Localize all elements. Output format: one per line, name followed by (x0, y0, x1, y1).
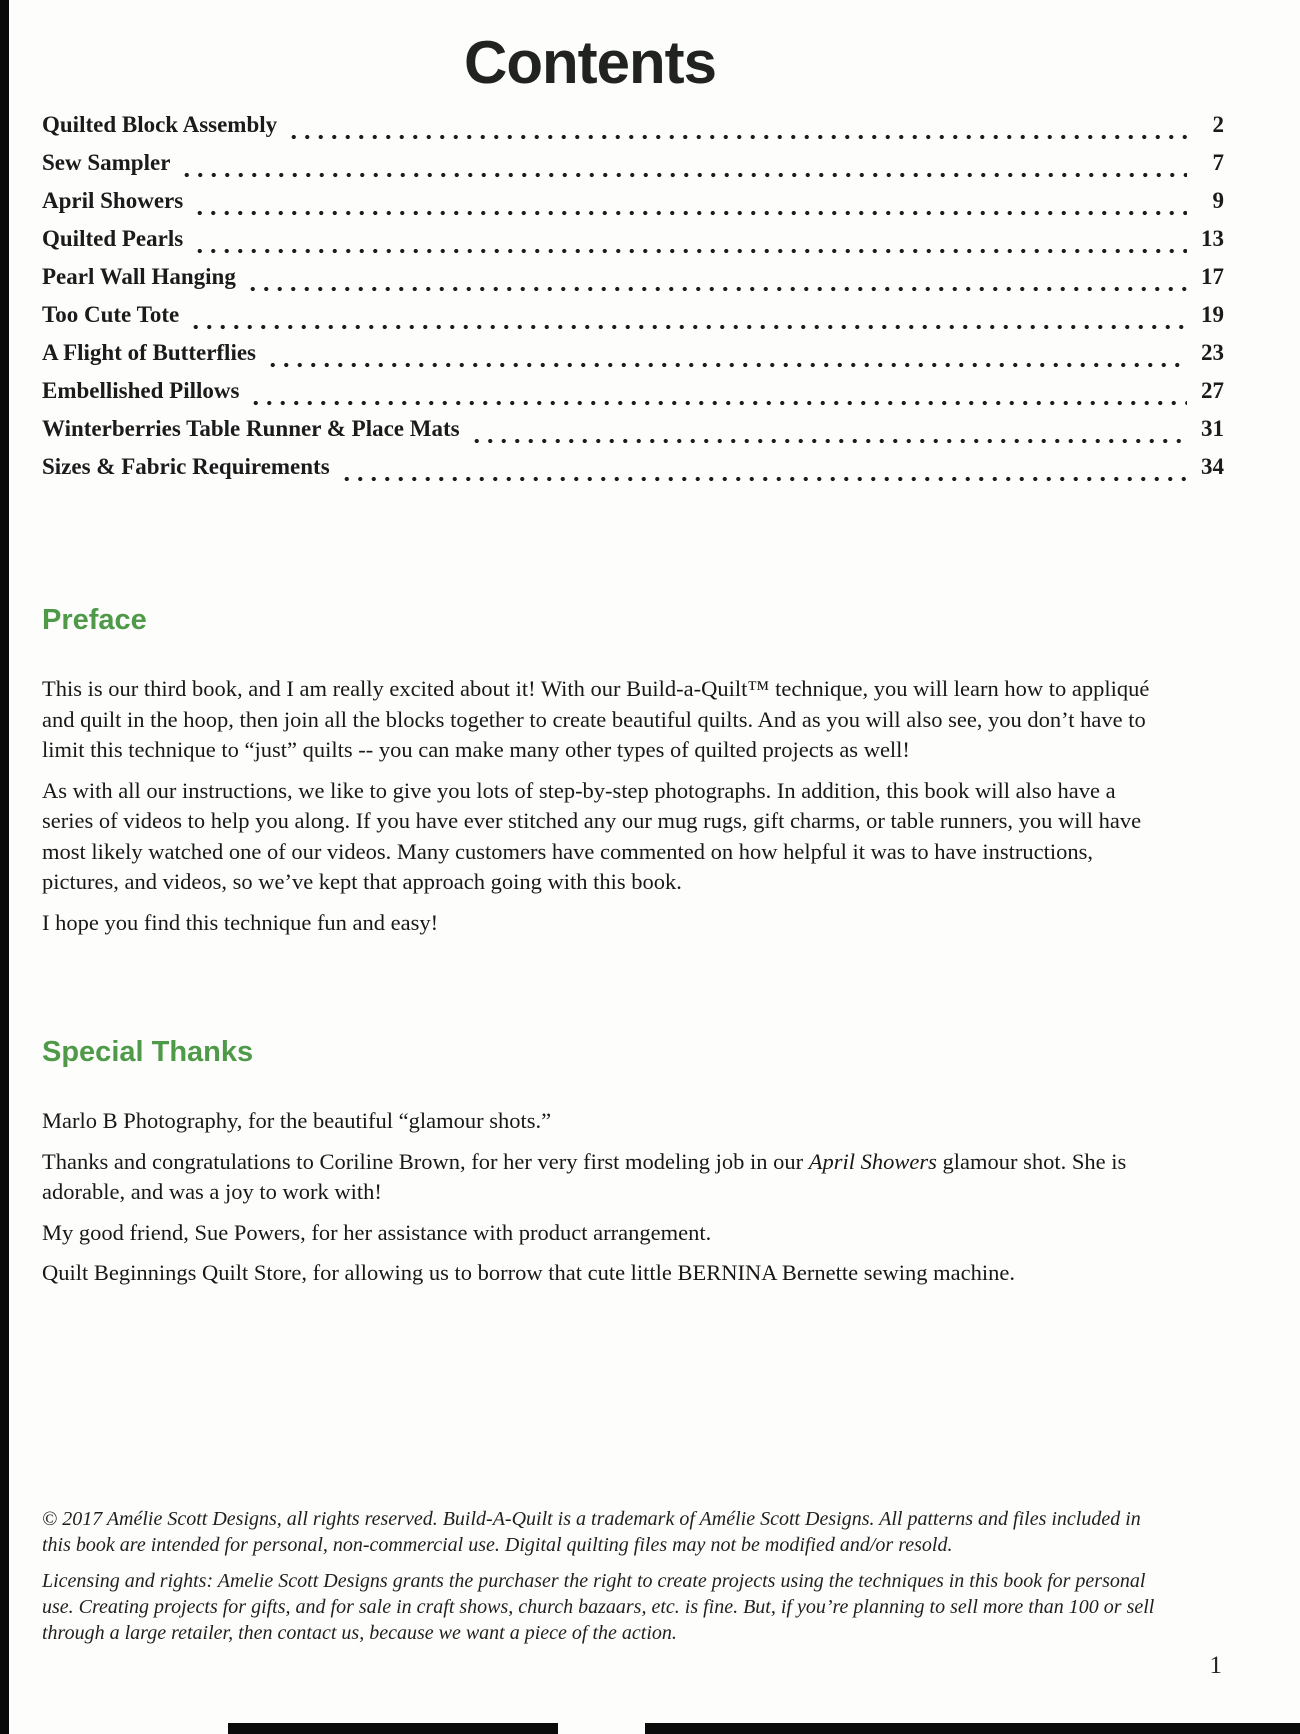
toc-entry-label: Sew Sampler (42, 150, 171, 175)
thanks-text: Thanks and congratulations to Coriline Brown, for her very first modeling job in our (42, 1148, 809, 1174)
scan-edge-left (0, 0, 9, 1734)
toc-entry (42, 340, 1224, 378)
thanks-text: glamour shot. She is adorable, and was a joy to work with! (42, 1148, 1127, 1204)
copyright-paragraph: © 2017 Amélie Scott Designs, all rights reserved. Build-A-Quilt is a trademark of Amélie Scott Designs. All patterns and files included in this book are intended for personal, non-commercial use. Digital quilting files may not be modified and/or resold. (42, 1508, 1141, 1556)
toc-entry-page: 27 (1201, 378, 1224, 403)
toc-entry-label: Pearl Wall Hanging (42, 264, 236, 289)
toc-entry-page: 9 (1212, 188, 1224, 213)
toc-entry (42, 378, 1224, 416)
toc-entry-label: Embellished Pillows (42, 378, 240, 403)
preface-paragraph: As with all our instructions, we like to give you lots of step-by-step photographs. In addition, this book will also have a series of videos to help you along. If you have ever stitched any our mug rugs, gift charms, or table runners, you will have most likely watched one of our videos. Many customers have commented on how helpful it was to have instructions, pictures, and videos, so we’ve kept that approach going with this book. (42, 777, 1142, 894)
toc-entry (42, 264, 1224, 302)
preface-paragraph: This is our third book, and I am really excited about it! With our Build-a-Quilt™ technique, you will learn how to appliqué and quilt in the hoop, then join all the blocks together to create beautiful quilts. And as you will also see, you don’t have to limit this technique to “just” quilts -- you can make many other types of quilted projects as well! (42, 676, 1150, 762)
toc-entry-label: April Showers (42, 188, 184, 213)
thanks-paragraph: Quilt Beginnings Quilt Store, for allowing us to borrow that cute little BERNINA Bernette sewing machine. (42, 1260, 1015, 1285)
thanks-paragraph (42, 1147, 1164, 1208)
dot-leader (189, 323, 1187, 331)
dot-leader (340, 475, 1187, 483)
dot-leader (193, 247, 1187, 255)
toc-entry (42, 416, 1224, 454)
special-thanks-heading: Special Thanks (42, 1036, 254, 1068)
page-number: 1 (1209, 1652, 1222, 1679)
toc-entry-label: Too Cute Tote (42, 302, 180, 327)
toc-entry (42, 454, 1224, 492)
page-title: Contents (464, 29, 716, 96)
toc-entry-label: Sizes & Fabric Requirements (42, 454, 330, 479)
toc-entry-page: 23 (1201, 340, 1224, 365)
toc-entry-page: 17 (1201, 264, 1224, 289)
toc-entry-label: Quilted Block Assembly (42, 112, 278, 137)
toc-entry-page: 7 (1212, 150, 1224, 175)
licensing-paragraph: Licensing and rights: Amelie Scott Designs grants the purchaser the right to create projects using the techniques in this book for personal use. Creating projects for gifts, and for sale in craft shows, church bazaars, etc. is fine. But, if you’re planning to sell more than 100 or sell through a large retailer, then contact us, because we want a piece of the action. (42, 1570, 1155, 1644)
dot-leader (180, 171, 1187, 179)
scan-edge-bottom-left (228, 1723, 558, 1734)
toc-entry-label: A Flight of Butterflies (42, 340, 256, 365)
preface-paragraph: I hope you find this technique fun and easy! (42, 909, 439, 935)
toc-entry (42, 226, 1224, 264)
toc-entry (42, 112, 1224, 150)
dot-leader (266, 361, 1187, 369)
toc-entry-label: Winterberries Table Runner & Place Mats (42, 416, 460, 441)
thanks-paragraph: My good friend, Sue Powers, for her assistance with product arrangement. (42, 1219, 712, 1245)
toc-entry-page: 2 (1212, 112, 1224, 137)
scan-edge-bottom-right (645, 1723, 1300, 1734)
preface-heading: Preface (42, 604, 147, 636)
table-of-contents (42, 112, 1224, 492)
project-name-italic: April Showers (808, 1148, 937, 1174)
toc-entry-page: 13 (1201, 226, 1224, 251)
preface-section (42, 602, 1164, 948)
thanks-paragraph: Marlo B Photography, for the beautiful “glamour shots.” (42, 1108, 552, 1133)
toc-entry (42, 150, 1224, 188)
dot-leader (287, 133, 1187, 141)
dot-leader (193, 209, 1187, 217)
toc-entry-page: 31 (1201, 416, 1224, 441)
copyright-notice (42, 1506, 1162, 1656)
dot-leader (249, 399, 1187, 407)
toc-entry (42, 188, 1224, 226)
toc-entry-label: Quilted Pearls (42, 226, 184, 251)
special-thanks-section (42, 1034, 1164, 1299)
dot-leader (470, 437, 1187, 445)
toc-entry-page: 34 (1201, 454, 1224, 479)
toc-entry-page: 19 (1201, 302, 1224, 327)
toc-entry (42, 302, 1224, 340)
dot-leader (246, 285, 1187, 293)
